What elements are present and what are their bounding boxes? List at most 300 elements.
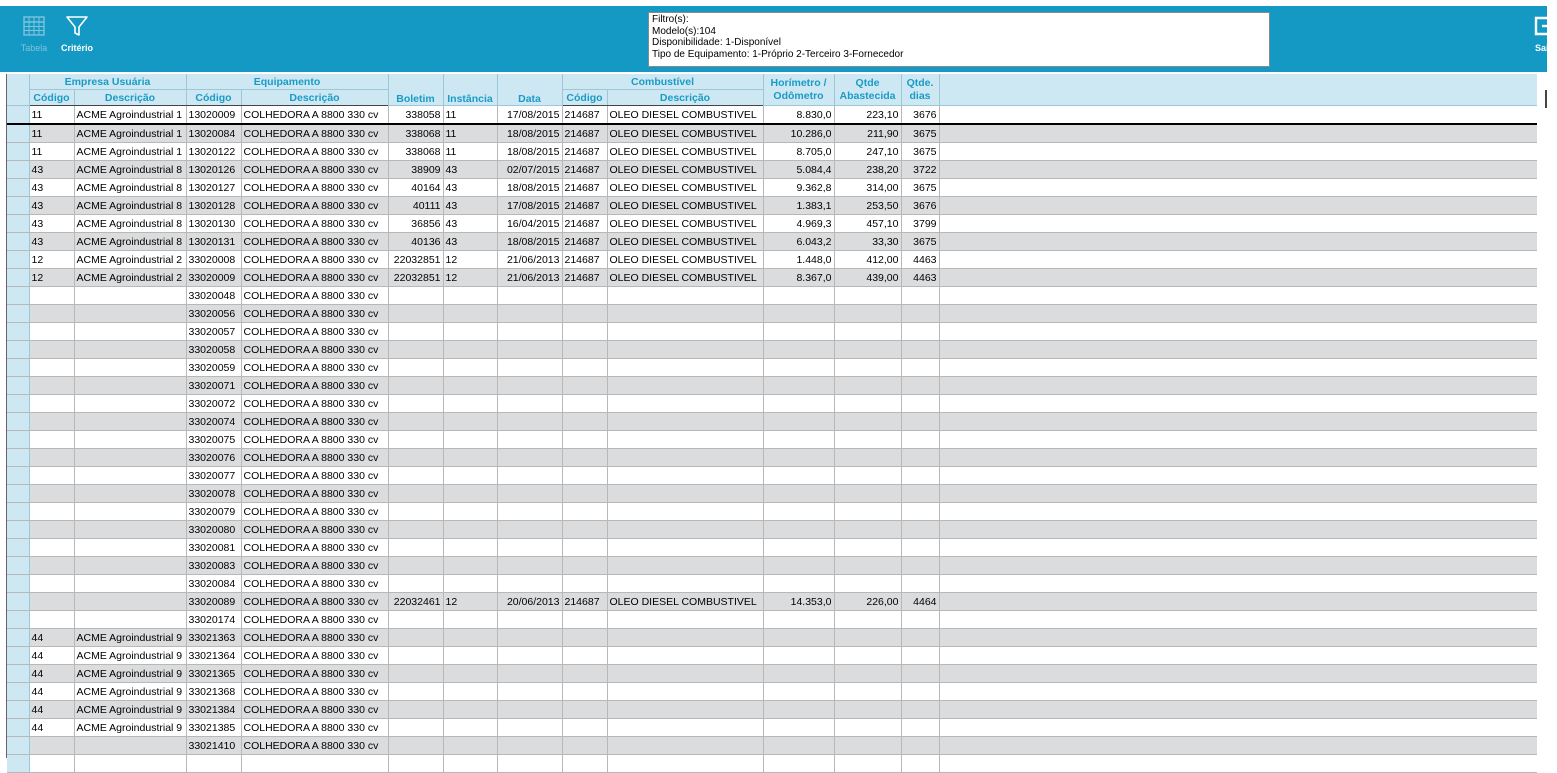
cell-eq-descricao[interactable]: COLHEDORA A 8800 330 cv	[241, 701, 388, 719]
cell-instancia[interactable]	[443, 341, 497, 359]
table-row[interactable]	[7, 629, 1537, 647]
row-selector[interactable]	[7, 701, 29, 719]
cell-boletim[interactable]: 38909	[388, 161, 443, 179]
table-row[interactable]	[7, 449, 1537, 467]
table-row[interactable]	[7, 287, 1537, 305]
table-row[interactable]	[7, 755, 1537, 773]
cell-eq-descricao[interactable]: COLHEDORA A 8800 330 cv	[241, 593, 388, 611]
column-header-eq-codigo[interactable]: Código	[186, 90, 241, 106]
cell-comb-codigo[interactable]: 214687	[562, 215, 607, 233]
cell-instancia[interactable]	[443, 449, 497, 467]
row-selector[interactable]	[7, 431, 29, 449]
cell-eq-descricao[interactable]	[241, 755, 388, 773]
cell-data[interactable]	[497, 521, 562, 539]
cell-instancia[interactable]	[443, 431, 497, 449]
cell-comb-descricao[interactable]	[607, 395, 763, 413]
cell-emp-descricao[interactable]	[74, 737, 186, 755]
cell-comb-codigo[interactable]	[562, 449, 607, 467]
cell-qtde-dias[interactable]: 3675	[901, 143, 939, 161]
cell-eq-descricao[interactable]: COLHEDORA A 8800 330 cv	[241, 629, 388, 647]
row-selector[interactable]	[7, 179, 29, 197]
cell-comb-descricao[interactable]	[607, 485, 763, 503]
cell-comb-descricao[interactable]	[607, 665, 763, 683]
cell-boletim[interactable]	[388, 395, 443, 413]
cell-qtde-dias[interactable]: 3675	[901, 233, 939, 251]
table-row[interactable]	[7, 503, 1537, 521]
cell-emp-codigo[interactable]: 44	[29, 629, 74, 647]
cell-instancia[interactable]	[443, 755, 497, 773]
cell-emp-codigo[interactable]: 44	[29, 719, 74, 737]
cell-eq-codigo[interactable]: 33020071	[186, 377, 241, 395]
cell-data[interactable]: 21/06/2013	[497, 269, 562, 287]
cell-data[interactable]	[497, 629, 562, 647]
cell-instancia[interactable]	[443, 485, 497, 503]
table-row[interactable]	[7, 665, 1537, 683]
row-selector[interactable]	[7, 521, 29, 539]
cell-comb-codigo[interactable]: 214687	[562, 179, 607, 197]
cell-instancia[interactable]: 12	[443, 251, 497, 269]
cell-boletim[interactable]: 40136	[388, 233, 443, 251]
cell-data[interactable]	[497, 701, 562, 719]
cell-eq-codigo[interactable]: 13020084	[186, 124, 241, 143]
cell-qtde-dias[interactable]	[901, 737, 939, 755]
cell-comb-codigo[interactable]	[562, 647, 607, 665]
cell-eq-descricao[interactable]: COLHEDORA A 8800 330 cv	[241, 485, 388, 503]
cell-instancia[interactable]: 43	[443, 215, 497, 233]
table-row[interactable]	[7, 575, 1537, 593]
cell-eq-codigo[interactable]: 33020084	[186, 575, 241, 593]
cell-data[interactable]	[497, 539, 562, 557]
row-selector[interactable]	[7, 359, 29, 377]
cell-emp-codigo[interactable]	[29, 575, 74, 593]
cell-qtde-abastecida[interactable]: 457,10	[834, 215, 901, 233]
row-selector[interactable]	[7, 197, 29, 215]
cell-eq-descricao[interactable]: COLHEDORA A 8800 330 cv	[241, 215, 388, 233]
cell-comb-descricao[interactable]	[607, 503, 763, 521]
cell-emp-codigo[interactable]	[29, 485, 74, 503]
cell-boletim[interactable]	[388, 737, 443, 755]
cell-qtde-abastecida[interactable]	[834, 467, 901, 485]
cell-comb-codigo[interactable]	[562, 683, 607, 701]
cell-qtde-dias[interactable]	[901, 413, 939, 431]
cell-comb-descricao[interactable]: OLEO DIESEL COMBUSTIVEL	[607, 215, 763, 233]
cell-eq-descricao[interactable]: COLHEDORA A 8800 330 cv	[241, 737, 388, 755]
cell-eq-descricao[interactable]: COLHEDORA A 8800 330 cv	[241, 521, 388, 539]
cell-eq-codigo[interactable]: 33020058	[186, 341, 241, 359]
cell-boletim[interactable]: 338068	[388, 143, 443, 161]
cell-emp-descricao[interactable]: ACME Agroindustrial 1	[74, 106, 186, 125]
cell-emp-codigo[interactable]: 12	[29, 269, 74, 287]
cell-qtde-abastecida[interactable]: 238,20	[834, 161, 901, 179]
cell-emp-codigo[interactable]	[29, 341, 74, 359]
cell-instancia[interactable]	[443, 539, 497, 557]
tabela-button[interactable]	[11, 10, 57, 60]
cell-eq-codigo[interactable]: 33020078	[186, 485, 241, 503]
cell-instancia[interactable]	[443, 377, 497, 395]
cell-emp-codigo[interactable]: 43	[29, 215, 74, 233]
cell-comb-descricao[interactable]: OLEO DIESEL COMBUSTIVEL	[607, 179, 763, 197]
table-row[interactable]	[7, 485, 1537, 503]
column-header-comb-descricao[interactable]: Descrição	[607, 90, 763, 106]
cell-eq-descricao[interactable]: COLHEDORA A 8800 330 cv	[241, 377, 388, 395]
row-selector[interactable]	[7, 647, 29, 665]
cell-instancia[interactable]	[443, 575, 497, 593]
cell-data[interactable]	[497, 575, 562, 593]
row-selector[interactable]	[7, 124, 29, 143]
table-row[interactable]	[7, 124, 1537, 143]
table-row[interactable]	[7, 106, 1537, 125]
cell-instancia[interactable]	[443, 467, 497, 485]
cell-instancia[interactable]: 12	[443, 269, 497, 287]
table-row[interactable]	[7, 359, 1537, 377]
cell-instancia[interactable]	[443, 323, 497, 341]
cell-emp-descricao[interactable]	[74, 413, 186, 431]
table-row[interactable]	[7, 197, 1537, 215]
table-row[interactable]	[7, 395, 1537, 413]
cell-qtde-abastecida[interactable]	[834, 449, 901, 467]
cell-qtde-dias[interactable]	[901, 395, 939, 413]
row-selector[interactable]	[7, 215, 29, 233]
cell-eq-descricao[interactable]: COLHEDORA A 8800 330 cv	[241, 395, 388, 413]
cell-eq-descricao[interactable]: COLHEDORA A 8800 330 cv	[241, 539, 388, 557]
row-selector[interactable]	[7, 503, 29, 521]
cell-emp-descricao[interactable]: ACME Agroindustrial 9	[74, 719, 186, 737]
cell-eq-codigo[interactable]: 33020074	[186, 413, 241, 431]
cell-horimetro[interactable]: 8.705,0	[763, 143, 834, 161]
cell-boletim[interactable]	[388, 413, 443, 431]
cell-eq-codigo[interactable]: 13020122	[186, 143, 241, 161]
cell-data[interactable]	[497, 359, 562, 377]
cell-comb-codigo[interactable]	[562, 737, 607, 755]
cell-qtde-dias[interactable]	[901, 683, 939, 701]
cell-horimetro[interactable]	[763, 521, 834, 539]
cell-qtde-abastecida[interactable]: 439,00	[834, 269, 901, 287]
cell-comb-descricao[interactable]: OLEO DIESEL COMBUSTIVEL	[607, 593, 763, 611]
cell-data[interactable]	[497, 719, 562, 737]
cell-comb-descricao[interactable]	[607, 611, 763, 629]
cell-comb-descricao[interactable]: OLEO DIESEL COMBUSTIVEL	[607, 233, 763, 251]
cell-qtde-dias[interactable]	[901, 431, 939, 449]
cell-qtde-dias[interactable]: 4463	[901, 269, 939, 287]
cell-horimetro[interactable]: 1.383,1	[763, 197, 834, 215]
cell-comb-codigo[interactable]: 214687	[562, 161, 607, 179]
cell-emp-codigo[interactable]: 44	[29, 647, 74, 665]
cell-eq-descricao[interactable]: COLHEDORA A 8800 330 cv	[241, 503, 388, 521]
cell-comb-codigo[interactable]	[562, 575, 607, 593]
cell-comb-descricao[interactable]	[607, 737, 763, 755]
column-header-boletim[interactable]: Boletim	[388, 74, 443, 106]
cell-qtde-dias[interactable]	[901, 449, 939, 467]
cell-boletim[interactable]	[388, 449, 443, 467]
row-selector[interactable]	[7, 377, 29, 395]
cell-emp-descricao[interactable]: ACME Agroindustrial 2	[74, 269, 186, 287]
cell-comb-codigo[interactable]: 214687	[562, 143, 607, 161]
cell-data[interactable]	[497, 305, 562, 323]
cell-boletim[interactable]	[388, 629, 443, 647]
cell-horimetro[interactable]	[763, 539, 834, 557]
cell-eq-codigo[interactable]: 33021365	[186, 665, 241, 683]
cell-emp-codigo[interactable]	[29, 521, 74, 539]
cell-comb-codigo[interactable]	[562, 557, 607, 575]
cell-instancia[interactable]	[443, 683, 497, 701]
cell-qtde-dias[interactable]	[901, 503, 939, 521]
cell-eq-descricao[interactable]: COLHEDORA A 8800 330 cv	[241, 611, 388, 629]
cell-comb-codigo[interactable]: 214687	[562, 197, 607, 215]
cell-qtde-dias[interactable]	[901, 521, 939, 539]
cell-qtde-dias[interactable]	[901, 665, 939, 683]
cell-instancia[interactable]: 11	[443, 124, 497, 143]
row-selector[interactable]	[7, 737, 29, 755]
cell-qtde-abastecida[interactable]	[834, 647, 901, 665]
cell-qtde-dias[interactable]	[901, 287, 939, 305]
cell-boletim[interactable]: 40111	[388, 197, 443, 215]
cell-horimetro[interactable]	[763, 431, 834, 449]
cell-eq-descricao[interactable]: COLHEDORA A 8800 330 cv	[241, 665, 388, 683]
cell-eq-codigo[interactable]: 33020072	[186, 395, 241, 413]
table-row[interactable]	[7, 719, 1537, 737]
cell-emp-codigo[interactable]: 43	[29, 161, 74, 179]
cell-boletim[interactable]	[388, 305, 443, 323]
row-selector[interactable]	[7, 719, 29, 737]
cell-qtde-abastecida[interactable]: 226,00	[834, 593, 901, 611]
cell-data[interactable]: 18/08/2015	[497, 233, 562, 251]
cell-horimetro[interactable]: 9.362,8	[763, 179, 834, 197]
table-row[interactable]	[7, 251, 1537, 269]
cell-comb-descricao[interactable]	[607, 287, 763, 305]
cell-eq-codigo[interactable]: 33020080	[186, 521, 241, 539]
table-row[interactable]	[7, 323, 1537, 341]
table-row[interactable]	[7, 467, 1537, 485]
cell-eq-codigo[interactable]: 33021364	[186, 647, 241, 665]
row-selector[interactable]	[7, 323, 29, 341]
cell-comb-descricao[interactable]	[607, 719, 763, 737]
cell-data[interactable]: 18/08/2015	[497, 179, 562, 197]
cell-comb-codigo[interactable]	[562, 611, 607, 629]
cell-comb-descricao[interactable]	[607, 683, 763, 701]
row-selector[interactable]	[7, 575, 29, 593]
cell-emp-descricao[interactable]	[74, 521, 186, 539]
cell-instancia[interactable]	[443, 719, 497, 737]
cell-comb-descricao[interactable]	[607, 701, 763, 719]
cell-comb-codigo[interactable]	[562, 701, 607, 719]
cell-boletim[interactable]: 40164	[388, 179, 443, 197]
data-grid[interactable]	[6, 74, 1538, 758]
cell-comb-codigo[interactable]	[562, 287, 607, 305]
cell-data[interactable]	[497, 431, 562, 449]
cell-emp-codigo[interactable]: 11	[29, 106, 74, 125]
cell-eq-descricao[interactable]: COLHEDORA A 8800 330 cv	[241, 359, 388, 377]
cell-eq-codigo[interactable]: 33020077	[186, 467, 241, 485]
cell-data[interactable]	[497, 377, 562, 395]
cell-eq-codigo[interactable]: 33020089	[186, 593, 241, 611]
cell-comb-descricao[interactable]	[607, 467, 763, 485]
cell-qtde-abastecida[interactable]	[834, 719, 901, 737]
cell-qtde-abastecida[interactable]	[834, 395, 901, 413]
cell-comb-codigo[interactable]: 214687	[562, 251, 607, 269]
cell-qtde-dias[interactable]: 3722	[901, 161, 939, 179]
cell-eq-descricao[interactable]: COLHEDORA A 8800 330 cv	[241, 647, 388, 665]
cell-qtde-abastecida[interactable]	[834, 575, 901, 593]
cell-emp-codigo[interactable]	[29, 467, 74, 485]
cell-eq-codigo[interactable]: 33020174	[186, 611, 241, 629]
cell-data[interactable]: 17/08/2015	[497, 106, 562, 125]
cell-comb-descricao[interactable]	[607, 557, 763, 575]
cell-horimetro[interactable]	[763, 305, 834, 323]
cell-comb-descricao[interactable]	[607, 359, 763, 377]
cell-qtde-abastecida[interactable]	[834, 611, 901, 629]
cell-qtde-abastecida[interactable]	[834, 557, 901, 575]
cell-instancia[interactable]: 43	[443, 197, 497, 215]
cell-emp-descricao[interactable]: ACME Agroindustrial 9	[74, 701, 186, 719]
cell-boletim[interactable]	[388, 485, 443, 503]
cell-qtde-abastecida[interactable]	[834, 359, 901, 377]
column-header-eq-descricao[interactable]: Descrição	[241, 90, 388, 106]
cell-eq-codigo[interactable]: 33020008	[186, 251, 241, 269]
cell-emp-codigo[interactable]	[29, 359, 74, 377]
cell-boletim[interactable]	[388, 341, 443, 359]
cell-emp-codigo[interactable]	[29, 431, 74, 449]
cell-horimetro[interactable]	[763, 503, 834, 521]
table-row[interactable]	[7, 557, 1537, 575]
table-row[interactable]	[7, 377, 1537, 395]
cell-horimetro[interactable]	[763, 395, 834, 413]
cell-qtde-dias[interactable]	[901, 701, 939, 719]
cell-emp-codigo[interactable]	[29, 539, 74, 557]
cell-qtde-dias[interactable]: 3675	[901, 124, 939, 143]
cell-comb-descricao[interactable]	[607, 413, 763, 431]
table-row[interactable]	[7, 413, 1537, 431]
cell-instancia[interactable]: 11	[443, 143, 497, 161]
cell-emp-descricao[interactable]	[74, 575, 186, 593]
cell-boletim[interactable]	[388, 647, 443, 665]
cell-qtde-dias[interactable]: 3799	[901, 215, 939, 233]
cell-qtde-abastecida[interactable]	[834, 629, 901, 647]
cell-qtde-dias[interactable]	[901, 341, 939, 359]
cell-emp-codigo[interactable]	[29, 377, 74, 395]
cell-emp-descricao[interactable]: ACME Agroindustrial 2	[74, 251, 186, 269]
cell-eq-codigo[interactable]: 33020083	[186, 557, 241, 575]
cell-qtde-dias[interactable]: 3676	[901, 106, 939, 125]
cell-emp-descricao[interactable]	[74, 377, 186, 395]
cell-comb-codigo[interactable]	[562, 539, 607, 557]
cell-qtde-abastecida[interactable]: 33,30	[834, 233, 901, 251]
cell-comb-codigo[interactable]	[562, 665, 607, 683]
cell-emp-codigo[interactable]: 44	[29, 665, 74, 683]
cell-emp-descricao[interactable]	[74, 557, 186, 575]
cell-emp-descricao[interactable]	[74, 503, 186, 521]
cell-eq-codigo[interactable]: 13020128	[186, 197, 241, 215]
cell-emp-descricao[interactable]: ACME Agroindustrial 1	[74, 124, 186, 143]
row-selector[interactable]	[7, 665, 29, 683]
cell-boletim[interactable]: 22032851	[388, 269, 443, 287]
cell-emp-descricao[interactable]	[74, 485, 186, 503]
column-header-qtde-dias[interactable]: Qtde. dias	[901, 74, 939, 106]
cell-eq-descricao[interactable]: COLHEDORA A 8800 330 cv	[241, 467, 388, 485]
cell-data[interactable]	[497, 449, 562, 467]
cell-emp-codigo[interactable]	[29, 737, 74, 755]
cell-comb-codigo[interactable]: 214687	[562, 124, 607, 143]
cell-horimetro[interactable]	[763, 557, 834, 575]
cell-emp-descricao[interactable]	[74, 449, 186, 467]
cell-eq-descricao[interactable]: COLHEDORA A 8800 330 cv	[241, 233, 388, 251]
cell-horimetro[interactable]	[763, 647, 834, 665]
cell-eq-descricao[interactable]: COLHEDORA A 8800 330 cv	[241, 431, 388, 449]
row-selector[interactable]	[7, 593, 29, 611]
cell-data[interactable]	[497, 413, 562, 431]
cell-data[interactable]	[497, 341, 562, 359]
cell-boletim[interactable]	[388, 701, 443, 719]
cell-emp-codigo[interactable]	[29, 503, 74, 521]
cell-data[interactable]	[497, 665, 562, 683]
cell-instancia[interactable]	[443, 287, 497, 305]
table-row[interactable]	[7, 683, 1537, 701]
table-row[interactable]	[7, 539, 1537, 557]
row-selector[interactable]	[7, 106, 29, 125]
cell-emp-descricao[interactable]	[74, 539, 186, 557]
cell-eq-descricao[interactable]: COLHEDORA A 8800 330 cv	[241, 161, 388, 179]
cell-instancia[interactable]	[443, 647, 497, 665]
cell-comb-descricao[interactable]	[607, 305, 763, 323]
cell-emp-descricao[interactable]	[74, 305, 186, 323]
cell-horimetro[interactable]: 14.353,0	[763, 593, 834, 611]
cell-comb-codigo[interactable]	[562, 413, 607, 431]
cell-eq-codigo[interactable]: 33021384	[186, 701, 241, 719]
cell-comb-descricao[interactable]	[607, 629, 763, 647]
cell-comb-codigo[interactable]	[562, 485, 607, 503]
cell-boletim[interactable]	[388, 431, 443, 449]
cell-horimetro[interactable]	[763, 629, 834, 647]
cell-emp-descricao[interactable]	[74, 323, 186, 341]
cell-data[interactable]	[497, 323, 562, 341]
row-selector[interactable]	[7, 557, 29, 575]
cell-comb-descricao[interactable]	[607, 341, 763, 359]
row-selector[interactable]	[7, 269, 29, 287]
cell-boletim[interactable]	[388, 557, 443, 575]
cell-comb-codigo[interactable]	[562, 719, 607, 737]
cell-comb-descricao[interactable]	[607, 323, 763, 341]
cell-emp-descricao[interactable]: ACME Agroindustrial 8	[74, 179, 186, 197]
cell-emp-descricao[interactable]: ACME Agroindustrial 8	[74, 233, 186, 251]
cell-comb-codigo[interactable]	[562, 359, 607, 377]
cell-horimetro[interactable]: 8.830,0	[763, 106, 834, 125]
cell-qtde-dias[interactable]: 4463	[901, 251, 939, 269]
cell-comb-descricao[interactable]: OLEO DIESEL COMBUSTIVEL	[607, 251, 763, 269]
cell-qtde-dias[interactable]	[901, 359, 939, 377]
cell-qtde-abastecida[interactable]: 211,90	[834, 124, 901, 143]
cell-data[interactable]: 17/08/2015	[497, 197, 562, 215]
cell-qtde-abastecida[interactable]: 253,50	[834, 197, 901, 215]
table-row[interactable]	[7, 431, 1537, 449]
cell-qtde-dias[interactable]	[901, 305, 939, 323]
cell-emp-codigo[interactable]	[29, 305, 74, 323]
cell-boletim[interactable]: 338058	[388, 106, 443, 125]
cell-boletim[interactable]	[388, 575, 443, 593]
cell-emp-descricao[interactable]: ACME Agroindustrial 8	[74, 161, 186, 179]
cell-comb-codigo[interactable]: 214687	[562, 106, 607, 125]
cell-emp-descricao[interactable]: ACME Agroindustrial 9	[74, 665, 186, 683]
cell-emp-descricao[interactable]: ACME Agroindustrial 9	[74, 683, 186, 701]
cell-emp-descricao[interactable]	[74, 287, 186, 305]
criterio-button[interactable]	[54, 10, 100, 60]
column-header-emp-descricao[interactable]: Descrição	[74, 90, 186, 106]
cell-comb-codigo[interactable]	[562, 629, 607, 647]
column-header-qtde-abastecida[interactable]: Qtde Abastecida	[834, 74, 901, 106]
cell-eq-codigo[interactable]: 33020057	[186, 323, 241, 341]
cell-eq-descricao[interactable]: COLHEDORA A 8800 330 cv	[241, 305, 388, 323]
row-selector[interactable]	[7, 467, 29, 485]
cell-horimetro[interactable]	[763, 323, 834, 341]
row-selector[interactable]	[7, 305, 29, 323]
